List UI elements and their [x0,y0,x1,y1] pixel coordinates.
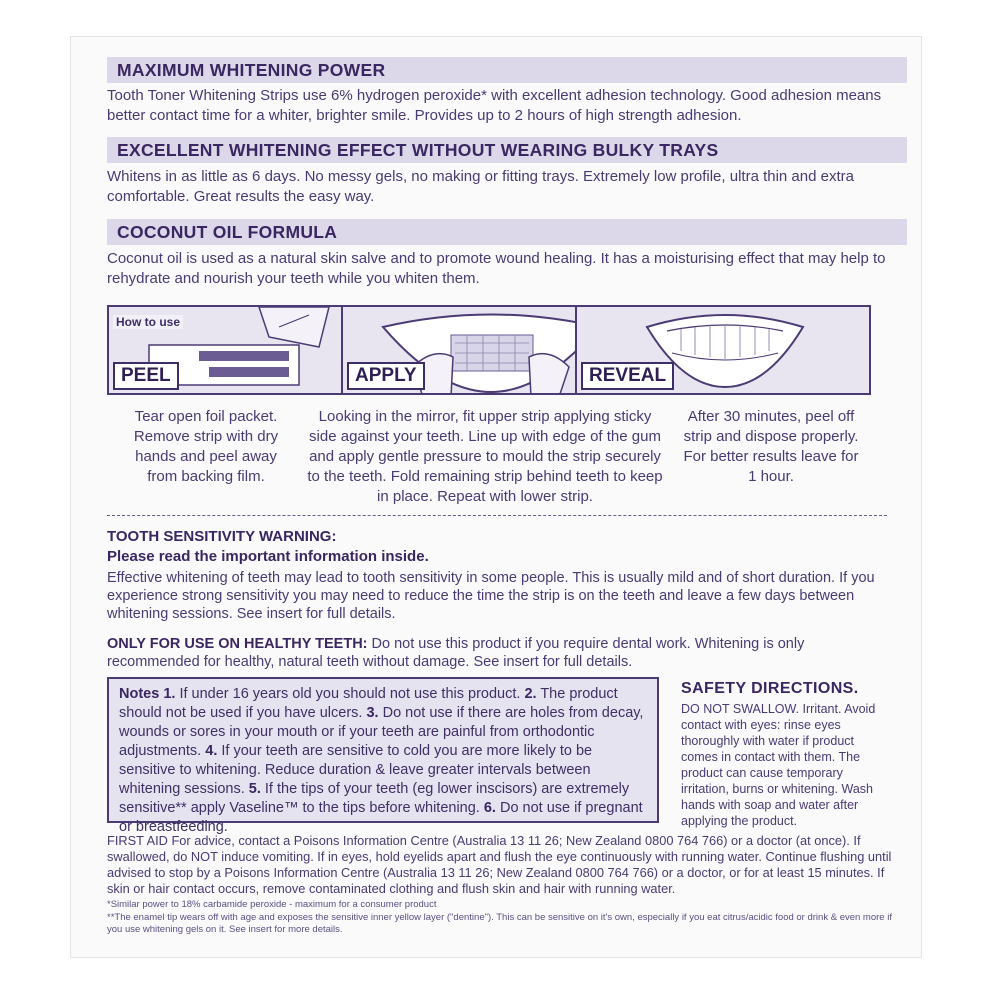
sensitivity-warning-title: TOOTH SENSITIVITY WARNING: [107,528,337,545]
note-text: Do not use if pregnant or breastfeeding. [119,800,643,835]
note-text: If the tips of your teeth (eg lower inscisors) are extremely sensitive** apply Vaseline™ to the tips before whitening. [119,781,630,816]
footnote-peroxide: *Similar power to 18% carbamide peroxide - maximum for a consumer product [107,899,437,910]
note-text: Do not use if there are holes from decay, wounds or sores in your mouth or if your teeth are painful from orthodontic adjustments. [119,705,644,759]
step-reveal-panel [575,305,871,395]
note-text: If under 16 years old you should not use this product. [175,686,525,702]
step-reveal-label: REVEAL [581,362,674,390]
section-body-no-trays: Whitens in as little as 6 days. No messy gels, no making or fitting trays. Extremely low profile, ultra thin and extra comfortable. Great results the easy way. [107,168,854,205]
section-title-no-trays: EXCELLENT WHITENING EFFECT WITHOUT WEARING BULKY TRAYS [107,137,907,163]
sensitivity-warning-subtitle: Please read the important information inside. [107,548,429,565]
note-number: 5. [248,781,261,797]
section-body-whitening-power: Tooth Toner Whitening Strips use 6% hydrogen peroxide* with excellent adhesion technology. Good adhesion means better contact time for a whiter, brighter smile. Provides up to 2 hours of high strength adhesion. [107,87,882,124]
step-apply-caption: Looking in the mirror, fit upper strip applying sticky side against your teeth. Line up with edge of the gum and apply gentle pressure to mould the strip securely to the teeth. Fold remaining strip behind teeth to keep in place. Repeat with lower strip. [307,408,663,505]
notes-lead: Notes [119,686,164,702]
footnote-enamel: **The enamel tip wears off with age and exposes the sensitive inner yellow layer ("dentine"). This can be sensitive on it's own, especially if you eat citrus/acidic food or drink & even more if you use whitening gels on it. See insert for more details. [107,912,892,935]
healthy-teeth-body: Do not use this product if you require dental work. Whitening is only recommended for healthy, natural teeth without damage. See insert for full details. [107,636,805,670]
note-number: 3. [366,705,379,721]
how-to-use-label: How to use [113,315,183,329]
sensitivity-warning-body: Effective whitening of teeth may lead to tooth sensitivity in some people. This is usually mild and of short duration. If you experience strong sensitivity you may need to reduce the time the strip is on the teeth and leave a few days between whitening sessions. See insert for full details. [107,570,875,622]
step-reveal-caption: After 30 minutes, peel off strip and dispose properly. For better results leave for 1 hour. [683,408,859,485]
healthy-teeth-lead: ONLY FOR USE ON HEALTHY TEETH: [107,636,368,652]
note-text: The product should not be used if you have ulcers. [119,686,618,721]
note-number: 1. [163,686,176,702]
note-number: 2. [524,686,537,702]
notes-box [107,677,659,835]
safety-directions-body: DO NOT SWALLOW. Irritant. Avoid contact with eyes: rinse eyes thoroughly with water if product comes in contact with them. The product can cause temporary irritation, burns or whitening. Wash hands with soap and water after applying the product. [681,702,876,828]
note-text: If your teeth are sensitive to cold you are more likely to be sensitive to whitening. Reduce duration & leave greater intervals between whitening sessions. [119,743,593,797]
healthy-teeth-notice [107,635,897,671]
safety-directions-title: SAFETY DIRECTIONS. [681,680,859,697]
note-number: 4. [205,743,218,759]
step-peel-label: PEEL [113,362,179,390]
section-body-coconut-oil: Coconut oil is used as a natural skin salve and to promote wound healing. It has a moisturising effect that may help to rehydrate and nourish your teeth while you whiten them. [107,250,886,287]
first-aid-text: FIRST AID For advice, contact a Poisons Information Centre (Australia 13 11 26; New Zealand 0800 764 766) or a doctor (at once). If swallowed, do NOT induce vomiting. If in eyes, hold eyelids apart and flush the eye continuously with running water. Continue flushing until advised to stop by a Poisons Information Centre (Australia 13 11 26; New Zealand 0800 764 766) or a doctor, or for at least 15 minutes. If skin or hair contact occurs, remove contaminated clothing and flush skin and hair with running water. [107,833,892,896]
step-apply-label: APPLY [347,362,425,390]
section-title-whitening-power: MAXIMUM WHITENING POWER [107,57,907,83]
section-title-coconut-oil: COCONUT OIL FORMULA [107,219,907,245]
note-number: 6. [483,800,496,816]
package-panel [70,36,922,958]
step-peel-caption: Tear open foil packet. Remove strip with dry hands and peel away from backing film. [133,408,279,485]
dashed-divider [107,515,887,516]
